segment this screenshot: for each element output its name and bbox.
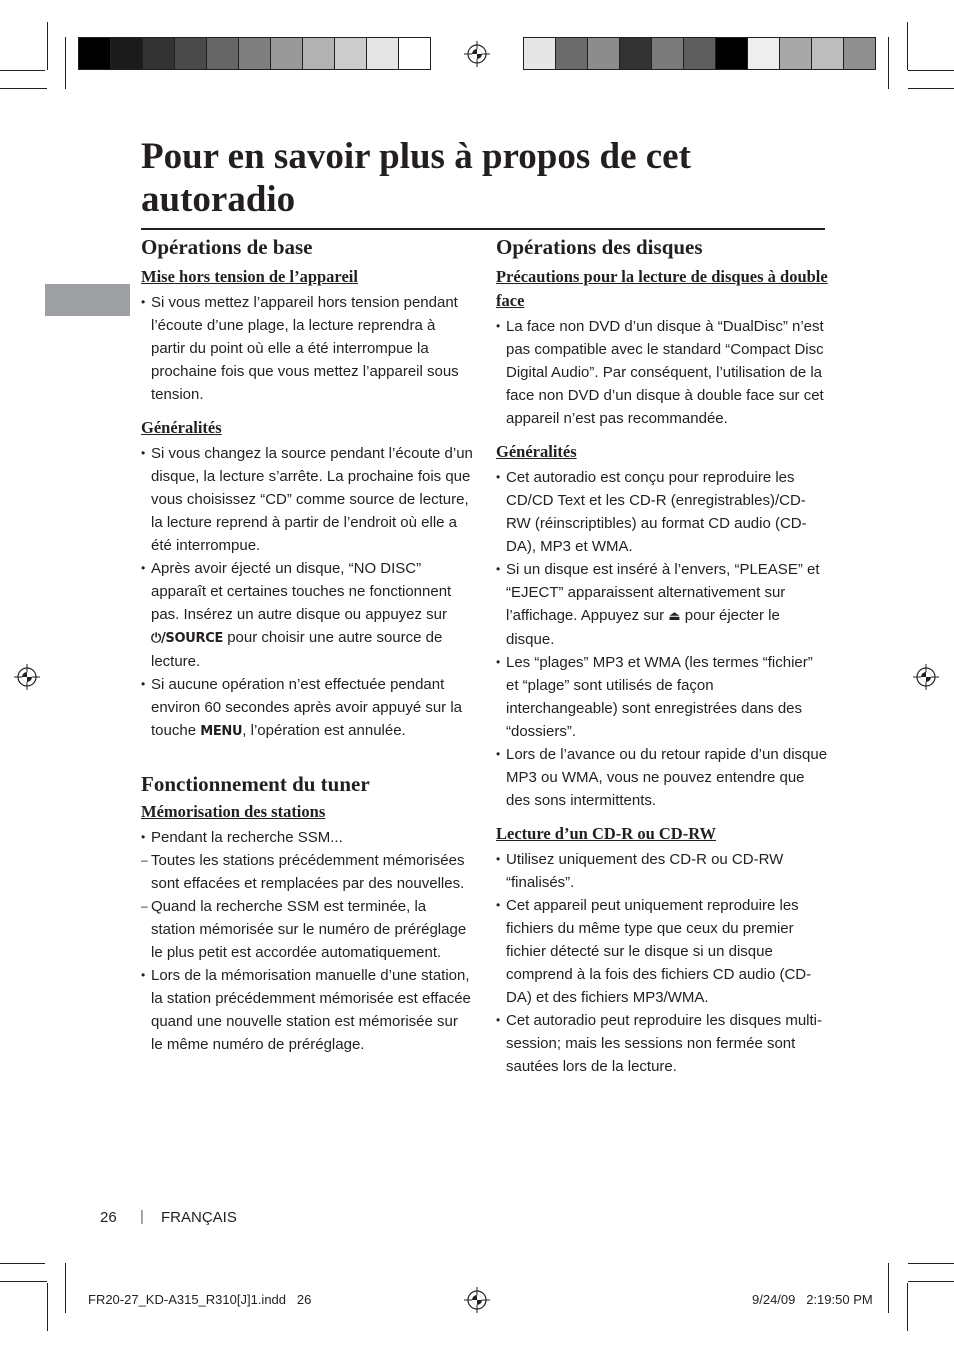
subheading-lecture-cdr-cdrw: Lecture d’un CD-R ou CD-RW: [496, 824, 717, 843]
crop-mark: [0, 88, 47, 89]
list-item-text: Après avoir éjecté un disque, “NO DISC” apparaît et certaines touches ne fonctionnent pas. Insérez un autre disque ou appuyez sur: [151, 560, 452, 623]
crop-mark: [65, 1263, 66, 1313]
subheading-memorisation-stations: Mémorisation des stations: [141, 802, 326, 821]
list-item: • Si vous mettez l’appareil hors tension pendant l’écoute d’une plage, la lecture reprendra à partir du point où elle a été interrompue la prochaine fois que vous mettez l’appareil sous tension.: [141, 291, 473, 406]
registration-mark-icon: [913, 664, 939, 690]
list-item-text: , l’opération est annulée.: [242, 722, 406, 739]
list-item-text: Pendant la recherche SSM...: [151, 829, 343, 846]
bullet-list: [141, 291, 473, 406]
list-item: [496, 558, 828, 651]
section-heading-operations-disques: Opérations des disques: [496, 235, 703, 259]
crop-mark: [908, 1281, 954, 1282]
color-swatch: [239, 38, 271, 69]
color-swatch: [780, 38, 812, 69]
crop-mark: [888, 37, 889, 89]
page-title: Pour en savoir plus à propos de cet autoradio: [141, 136, 691, 220]
crop-mark: [907, 22, 908, 70]
language-side-tab: [45, 284, 130, 316]
power-source-key-label: ⏻/SOURCE: [151, 631, 224, 646]
slug-timestamp: 9/24/09 2:19:50 PM: [752, 1292, 873, 1307]
list-item: [141, 673, 473, 743]
footer-language: FRANÇAIS: [161, 1209, 237, 1226]
crop-mark: [65, 37, 66, 89]
bullet-list: [496, 848, 828, 1078]
subheading-generalites: Généralités: [496, 442, 577, 461]
registration-mark-icon: [14, 664, 40, 690]
section-heading-operations-de-base: Opérations de base: [141, 235, 313, 259]
color-calibration-bar-left: [78, 37, 431, 70]
list-item: • Lors de l’avance ou du retour rapide d’un disque MP3 ou WMA, vous ne pouvez entendre que des sons intermittents.: [496, 743, 828, 812]
dash-list: [141, 849, 473, 964]
color-swatch: [303, 38, 335, 69]
menu-key-label: MENU: [200, 724, 243, 739]
title-rule: [141, 228, 825, 230]
left-column: [141, 233, 473, 1056]
color-swatch: [207, 38, 239, 69]
crop-mark: [47, 1283, 48, 1331]
list-item: • Cet autoradio est conçu pour reproduire les CD/CD Text et les CD-R (enregistrables)/CD-RW (réinscriptibles) au format CD audio (CD-DA), MP3 et WMA.: [496, 466, 828, 558]
registration-mark-icon: [464, 1287, 490, 1313]
section-heading-fonctionnement-tuner: Fonctionnement du tuner: [141, 772, 370, 796]
list-item: [141, 826, 473, 964]
color-swatch: [367, 38, 399, 69]
subheading-precautions-double-face: Précautions pour la lecture de disques à double face: [496, 267, 828, 310]
crop-mark: [907, 1283, 908, 1331]
color-swatch: [335, 38, 367, 69]
color-swatch: [844, 38, 875, 69]
list-item-text: Si un disque est inséré à l’envers, “PLEASE” et “EJECT” apparaissent alternativement sur l’affichage. Appuyez sur: [506, 561, 820, 624]
color-swatch: [143, 38, 175, 69]
color-swatch: [399, 38, 430, 69]
color-swatch: [620, 38, 652, 69]
crop-mark: [908, 1263, 954, 1264]
crop-mark: [908, 70, 954, 71]
list-item: [141, 557, 473, 673]
color-swatch: [79, 38, 111, 69]
eject-icon: ⏏: [668, 609, 681, 624]
color-swatch: [556, 38, 588, 69]
list-item: • Si vous changez la source pendant l’écoute d’un disque, la lecture s’arrête. La prochaine fois que vous choisissez “CD” comme source de lecture, la lecture reprend à partir de l’endroit où elle a été interrompue.: [141, 442, 473, 557]
subheading-mise-hors-tension: Mise hors tension de l’appareil: [141, 267, 358, 286]
color-swatch: [175, 38, 207, 69]
list-item-text: pour éjecter le disque.: [506, 607, 780, 648]
color-swatch: [588, 38, 620, 69]
list-item: • La face non DVD d’un disque à “DualDisc” n’est pas compatible avec le standard “Compact Disc Digital Audio”. Par conséquent, l’utilisation de la face non DVD d’un disque à double face sur cet appareil n’est pas recommandée.: [496, 315, 828, 430]
subheading-generalites: Généralités: [141, 418, 222, 437]
list-item: • Lors de la mémorisation manuelle d’une station, la station précédemment mémorisée est effacée quand une nouvelle station est mémorisée sur le même numéro de préréglage.: [141, 964, 473, 1056]
color-swatch: [684, 38, 716, 69]
color-swatch: [271, 38, 303, 69]
bullet-list: [141, 826, 473, 1056]
bullet-list: [496, 315, 828, 430]
bullet-list: [141, 442, 473, 743]
right-column: [496, 233, 828, 1078]
slug-filename: FR20-27_KD-A315_R310[J]1.indd 26: [88, 1292, 312, 1307]
footer-separator: |: [140, 1208, 144, 1225]
crop-mark: [0, 1263, 45, 1264]
list-item: • Utilisez uniquement des CD-R ou CD-RW “finalisés”.: [496, 848, 828, 894]
list-item-text: Si aucune opération n’est effectuée pendant environ 60 secondes après avoir appuyé sur la touche: [151, 676, 463, 739]
crop-mark: [888, 1263, 889, 1313]
dash-item: – Toutes les stations précédemment mémorisées sont effacées et remplacées par des nouvelles.: [141, 849, 473, 895]
crop-mark: [47, 22, 48, 70]
list-item-text: pour choisir une autre source de lecture.: [151, 629, 443, 670]
crop-mark: [908, 88, 954, 89]
color-swatch: [716, 38, 748, 69]
color-swatch: [652, 38, 684, 69]
color-swatch: [812, 38, 844, 69]
list-item: • Les “plages” MP3 et WMA (les termes “fichier” et “plage” sont utilisés de façon interchangeable) sont enregistrées dans des “dossiers”.: [496, 651, 828, 743]
dash-item: – Quand la recherche SSM est terminée, la station mémorisée sur le numéro de préréglage le plus petit est accordée automatiquement.: [141, 895, 473, 964]
list-item: • Cet appareil peut uniquement reproduire les fichiers du même type que ceux du premier fichier détecté sur le disque si un disque comprend à la fois des fichiers CD audio (CD-DA) et des fichiers MP3/WMA.: [496, 894, 828, 1009]
crop-mark: [0, 1281, 47, 1282]
bullet-list: [496, 466, 828, 812]
color-calibration-bar-right: [523, 37, 876, 70]
color-swatch: [524, 38, 556, 69]
color-swatch: [111, 38, 143, 69]
registration-mark-icon: [464, 41, 490, 67]
list-item: • Cet autoradio peut reproduire les disques multi-session; mais les sessions non fermée sont sautées lors de la lecture.: [496, 1009, 828, 1078]
page-number: 26: [100, 1209, 117, 1226]
color-swatch: [748, 38, 780, 69]
crop-mark: [0, 70, 45, 71]
